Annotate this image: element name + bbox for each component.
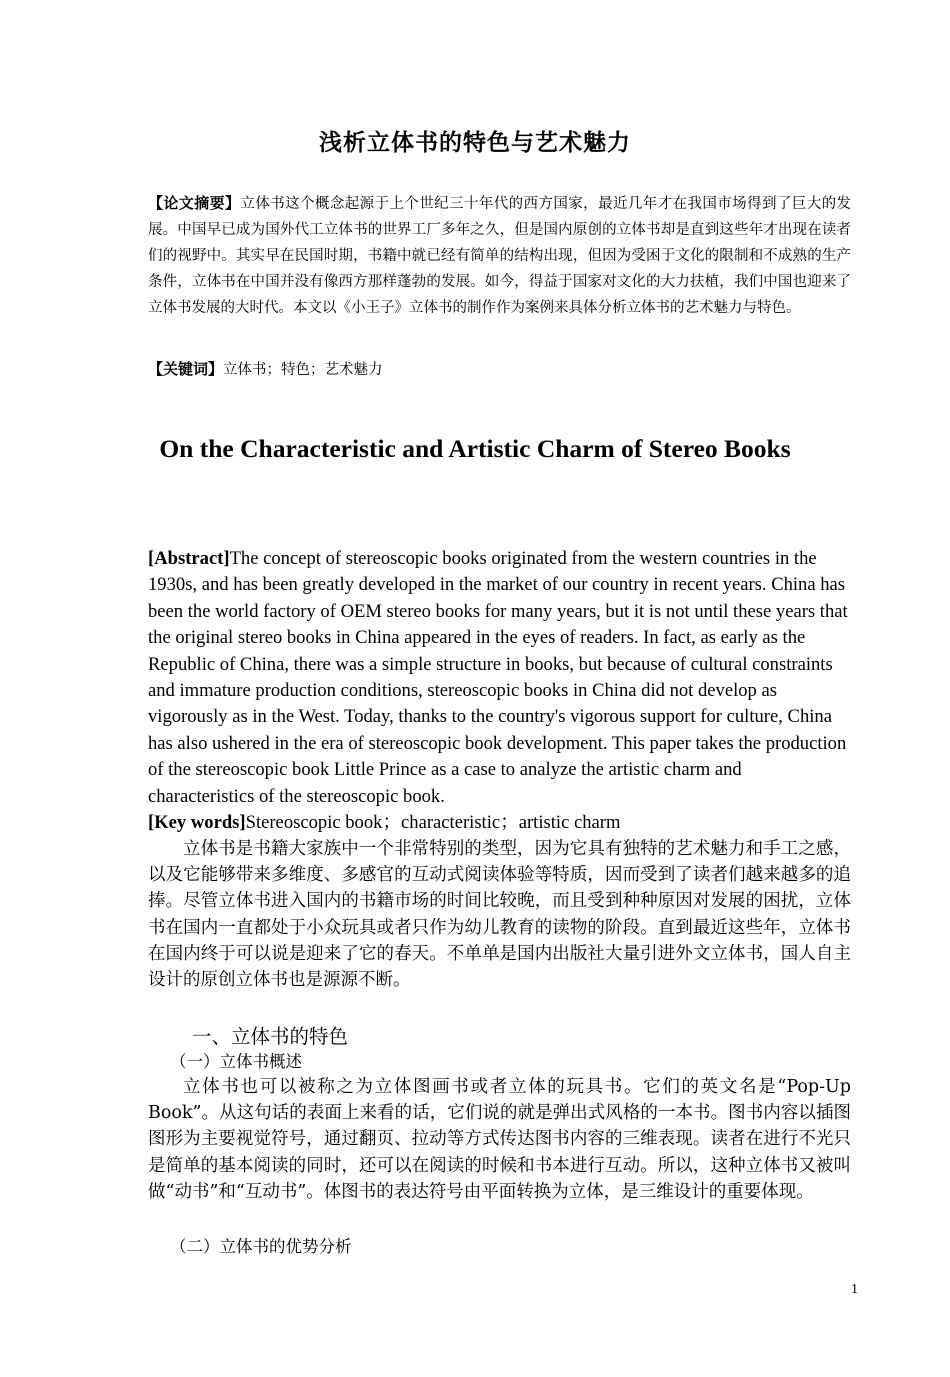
page-number: 1 xyxy=(851,1282,858,1297)
english-keywords-text: Stereoscopic book；characteristic；artistic charm xyxy=(245,812,621,833)
chinese-keywords-label: 【关键词】 xyxy=(148,360,224,378)
section-heading-1: 一、立体书的特色 xyxy=(192,1025,349,1048)
chinese-keywords-text: 立体书；特色；艺术魅力 xyxy=(223,362,383,378)
subsection-heading-1: （一）立体书概述 xyxy=(170,1052,302,1071)
chinese-keywords xyxy=(148,356,851,383)
body-paragraph-2: 立体书也可以被称之为立体图画书或者立体的玩具书。它们的英文名是“Pop-Up Book”。从这句话的表面上来看的话，它们说的就是弹出式风格的一本书。图书内容以插图图形为主要视觉符号，通过翻页、拉动等方式传达图书内容的三维表现。读者在进行不光只是简单的基本阅读的同时，还可以在阅读的时候和书本进行互动。所以，这种立体书又被叫做“动书”和“互动书”。体图书的表达符号由平面转换为立体，是三维设计的重要体现。 xyxy=(148,1077,851,1202)
english-abstract xyxy=(148,546,851,810)
subsection-heading-2: （二）立体书的优势分析 xyxy=(170,1237,352,1256)
chinese-abstract-label: 【论文摘要】 xyxy=(148,194,241,212)
body-paragraph-1: 立体书是书籍大家族中一个非常特别的类型，因为它具有独特的艺术魅力和手工之感，以及它能够带来多维度、多感官的互动式阅读体验等特质，因而受到了读者们越来越多的追捧。尽管立体书进入国内的书籍市场的时间比较晚，而且受到种种原因对发展的困扰，立体书在国内一直都处于小众玩具或者只作为幼儿教育的读物的阶段。直到最近这些年，立体书在国内终于可以说是迎来了它的春天。不单单是国内出版社大量引进外文立体书，国人自主设计的原创立体书也是源源不断。 xyxy=(148,839,851,991)
english-title: On the Characteristic and Artistic Charm of Stereo Books xyxy=(159,434,791,463)
english-abstract-text: The concept of stereoscopic books originated from the western countries in the 1930s, and has been greatly developed in the market of our country in recent years. China has been the world factory of OEM stereo books for many years, but it is not until these years that the original stereo books in China appeared in the eyes of readers. In fact, as early as the Republic of China, there was a simple structure in books, but because of cultural constraints and immature production conditions, stereoscopic books in China did not develop as vigorously as in the West. Today, thanks to the country's vigorous support for culture, China has also ushered in the era of stereoscopic book development. This paper takes the production of the stereoscopic book Little Prince as a case to analyze the artistic charm and characteristics of the stereoscopic book. xyxy=(148,548,848,807)
chinese-abstract xyxy=(148,190,851,321)
english-keywords xyxy=(148,810,851,836)
chinese-abstract-text: 立体书这个概念起源于上个世纪三十年代的西方国家，最近几年才在我国市场得到了巨大的发展。中国早已成为国外代工立体书的世界工厂多年之久，但是国内原创的立体书却是直到这些年才出现在读者们的视野中。其实早在民国时期，书籍中就已经有简单的结构出现，但因为受困于文化的限制和不成熟的生产条件，立体书在中国并没有像西方那样蓬勃的发展。如今，得益于国家对文化的大力扶植，我们中国也迎来了立体书发展的大时代。本文以《小王子》立体书的制作作为案例来具体分析立体书的艺术魅力与特色。 xyxy=(148,196,851,316)
english-keywords-label: [Key words] xyxy=(148,812,246,833)
chinese-title: 浅析立体书的特色与艺术魅力 xyxy=(319,130,631,156)
english-abstract-label: [Abstract] xyxy=(148,548,230,569)
